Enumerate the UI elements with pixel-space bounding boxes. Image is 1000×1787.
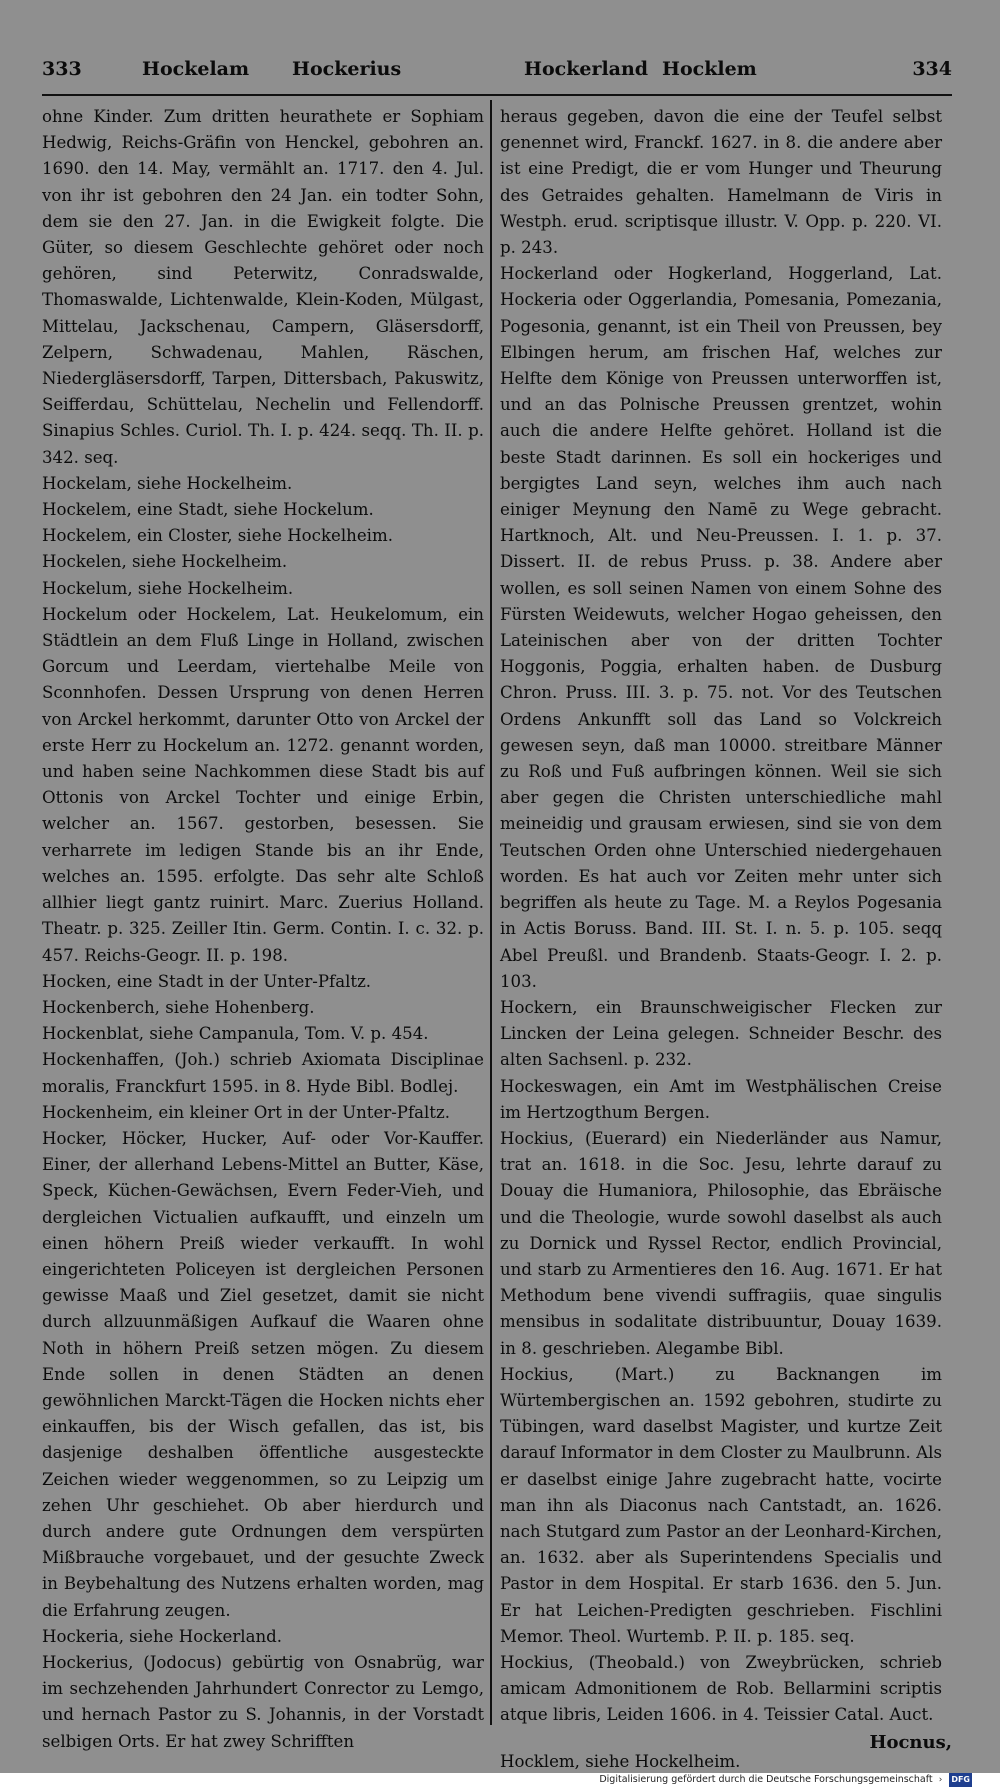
footer-credit: Digitalisierung gefördert durch die Deutsche Forschungsgemeinschaft: [599, 1774, 933, 1785]
header-word-left-2: Hockerius: [292, 58, 402, 80]
digitization-footer: [0, 1773, 1000, 1787]
entry-paragraph: Hocklem, siehe Hockelheim.: [500, 1751, 741, 1771]
header-word-right-2: Hocklem: [662, 58, 757, 80]
catchword: Hocnus,: [869, 1732, 952, 1753]
entry-paragraph: ohne Kinder. Zum dritten heurathete er Sophiam Hedwig, Reichs-Gräfin von Henckel, gebohren an. 1690. den 14. May, vermählt an. 1717. den 4. Jul. von ihr ist gebohren den 24 Jan. ein todter Sohn, dem sie den 27. Jan. in die Ewigkeit folgte. Die Güter, so diesem Geschlechte gehöret oder noch gehören, sind Peterwitz, Conradswalde, Thomaswalde, Lichtenwalde, Klein-Koden, Mülgast, Mittelau, Jackschenau, Campern, Gläsersdorff, Zelpern, Schwadenau, Mahlen, Räschen, Niedergläsersdorff, Tarpen, Dittersbach, Pakuswitz, Seifferdau, Schüttelau, Nechelin und Fellendorff. Sinapius Schles. Curiol. Th. I. p. 424. seqq. Th. II. p. 342. seq.: [42, 107, 484, 467]
header-word-right-1: Hockerland: [524, 58, 649, 80]
page-number-right: 334: [912, 58, 952, 80]
entry-paragraph: Hockern, ein Braunschweigischer Flecken zur Lincken der Leina gelegen. Schneider Beschr. des alten Sachsenl. p. 232.: [500, 997, 942, 1070]
left-column: [42, 104, 484, 1755]
entry-paragraph: Hockenblat, siehe Campanula, Tom. V. p. 454.: [42, 1024, 429, 1044]
entry-paragraph: Hockius, (Mart.) zu Backnangen im Würtembergischen an. 1592 gebohren, studirte zu Tübingen, ward daselbst Magister, und kurtze Zeit darauf Informator in dem Closter zu Maulbrunn. Als er daselbst einige Jahre zugebracht hatte, vocirte man ihn als Diaconus nach Cantstadt, an. 1626. nach Stutgard zum Pastor an der Leonhard-Kirchen, an. 1632. aber als Superintendens Specialis und Pastor in dem Hospital. Er starb 1636. den 5. Jun. Er hat Leichen-Predigten geschrieben. Fischlini Memor. Theol. Wurtemb. P. II. p. 185. seq.: [500, 1364, 942, 1646]
running-header: [42, 52, 952, 92]
header-word-left-1: Hockelam: [142, 58, 250, 80]
dfg-logo: DFG: [949, 1773, 972, 1787]
entry-paragraph: Hockerland oder Hogkerland, Hoggerland, Lat. Hockeria oder Oggerlandia, Pomesania, Pomezania, Pogesonia, genannt, ist ein Theil von Preussen, bey Elbingen herum, am frischen Haf, welches zur Helfte dem Könige von Preussen unterworffen ist, und an das Polnische Preussen grentzet, wohin auch die andere Helfte gehöret. Holland ist die beste Stadt darinnen. Es soll ein hockeriges und bergigtes Land seyn, welches ihm auch nach einiger Meynung den Namē zu Wege gebracht. Hartknoch, Alt. und Neu-Preussen. I. 1. p. 37. Dissert. II. de rebus Pruss. p. 38. Andere aber wollen, es soll seinen Namen von einem Sohne des Fürsten Weidewuts, welcher Hogao geheissen, den Lateinischen aber von der dritten Tochter Hoggonis, Poggia, erhalten haben. de Dusburg Chron. Pruss. III. 3. p. 75. not. Vor des Teutschen Ordens Ankunfft soll das Land so Volckreich gewesen seyn, daß man 10000. streitbare Männer zu Roß und Fuß aufbringen können. Weil sie sich aber gegen die Christen unterschiedliche mahl meineidig und grausam erwiesen, sind sie von dem Teutschen Orden ohne Unterschied niedergehauen worden. Es hat auch vor Zeiten mehr unter sich begriffen als heute zu Tage. M. a Reylos Pogesania in Actis Boruss. Band. III. St. I. n. 5. p. 105. seqq Abel Preußl. und Brandenb. Staats-Geogr. I. 2. p. 103.: [500, 264, 942, 991]
header-rule: [42, 94, 952, 96]
right-column: [500, 104, 942, 1775]
entry-paragraph: Hockeswagen, ein Amt im Westphälischen Creise im Hertzogthum Bergen.: [500, 1076, 942, 1122]
entry-paragraph: Hockenhaffen, (Joh.) schrieb Axiomata Disciplinae moralis, Franckfurt 1595. in 8. Hyde Bibl. Bodlej.: [42, 1050, 484, 1096]
entry-paragraph: Hockelum oder Hockelem, Lat. Heukelomum, ein Städtlein an dem Fluß Linge in Holland, zwischen Gorcum und Leerdam, viertehalbe Meile von Sconnhofen. Dessen Ursprung von denen Herren von Arckel herkommt, darunter Otto von Arckel der erste Herr zu Hockelum an. 1272. genannt worden, und haben seine Nachkommen diese Stadt bis auf Ottonis von Arckel Tochter und einige Erbin, welcher an. 1567. gestorben, besessen. Sie verharrete im ledigen Stande bis an ihr Ende, welches an. 1595. erfolgte. Das sehr alte Schloß allhier liegt gantz ruinirt. Marc. Zuerius Holland. Theatr. p. 325. Zeiller Itin. Germ. Contin. I. c. 32. p. 457. Reichs-Geogr. II. p. 198.: [42, 604, 484, 965]
entry-paragraph: Hocken, eine Stadt in der Unter-Pfaltz.: [42, 971, 372, 991]
entry-paragraph: Hockelem, eine Stadt, siehe Hockelum.: [42, 500, 374, 520]
entry-paragraph: Hockelem, ein Closter, siehe Hockelheim.: [42, 526, 393, 546]
page-number-left: 333: [42, 58, 82, 80]
arrow-icon: ›: [938, 1775, 943, 1785]
entry-paragraph: Hocker, Höcker, Hucker, Auf- oder Vor-Kauffer. Einer, der allerhand Lebens-Mittel an Butter, Käse, Speck, Küchen-Gewächsen, Evern Feder-Vieh, und dergleichen Victualien aufkaufft, und einzeln um einen höhern Preiß wieder verkaufft. In wohl eingerichteten Policeyen ist dergleichen Personen gewisse Maaß und Ziel gesetzet, damit sie nicht durch allzuunmäßigen Aufkauf die Waaren ohne Noth in höhern Preiß setzen mögen. Zu diesem Ende sollen in denen Städten an denen gewöhnlichen Marckt-Tägen die Hocken nichts eher einkauffen, bis der Wisch gefallen, das ist, bis dasjenige deshalben öffentliche ausgesteckte Zeichen wieder weggenommen, so zu Leipzig um zehen Uhr geschiehet. Ob aber hierdurch und durch andere gute Ordnungen dem verspürten Mißbrauche vorgebauet, und der gesuchte Zweck in Beybehaltung des Nutzens erhalten worden, mag die Erfahrung zeugen.: [42, 1128, 484, 1620]
entry-paragraph: Hockeria, siehe Hockerland.: [42, 1626, 283, 1646]
entry-paragraph: Hockelum, siehe Hockelheim.: [42, 578, 294, 598]
column-divider: [490, 100, 492, 1725]
footer-credit-line: [599, 1773, 972, 1787]
entry-paragraph: Hockenheim, ein kleiner Ort in der Unter-Pfaltz.: [42, 1102, 450, 1122]
entry-paragraph: Hockelam, siehe Hockelheim.: [42, 473, 293, 493]
entry-paragraph: heraus gegeben, davon die eine der Teufel selbst genennet wird, Franckf. 1627. in 8. die andere aber ist eine Predigt, die er vom Hunger und Theurung des Getraides gehalten. Hamelmann de Viris in Westph. erud. scriptisque illustr. V. Opp. p. 220. VI. p. 243.: [500, 107, 942, 258]
book-page: [42, 52, 952, 1771]
entry-paragraph: Hockius, (Theobald.) von Zweybrücken, schrieb amicam Admonitionem de Rob. Bellarmini scriptis atque libris, Leiden 1606. in 4. Teissier Catal. Auct.: [500, 1652, 942, 1725]
entry-paragraph: Hockerius, (Jodocus) gebürtig von Osnabrüg, war im sechzehenden Jahrhundert Conrector zu Lemgo, und hernach Pastor zu S. Johannis, in der Vorstadt selbigen Orts. Er hat zwey Schrifften: [42, 1652, 484, 1751]
entry-paragraph: Hockius, (Euerard) ein Niederländer aus Namur, trat an. 1618. in die Soc. Jesu, lehrte darauf zu Douay die Humaniora, Philosophie, das Ebräische und die Theologie, wurde sowohl daselbst als auch zu Dornick und Ryssel Rector, endlich Provincial, und starb zu Armentieres den 16. Aug. 1671. Er hat Methodum bene vivendi suffragiis, quae singulis mensibus in sodalitate distribuuntur, Douay 1639. in 8. geschrieben. Alegambe Bibl.: [500, 1128, 942, 1358]
entry-paragraph: Hockenberch, siehe Hohenberg.: [42, 997, 315, 1017]
entry-paragraph: Hockelen, siehe Hockelheim.: [42, 552, 288, 572]
